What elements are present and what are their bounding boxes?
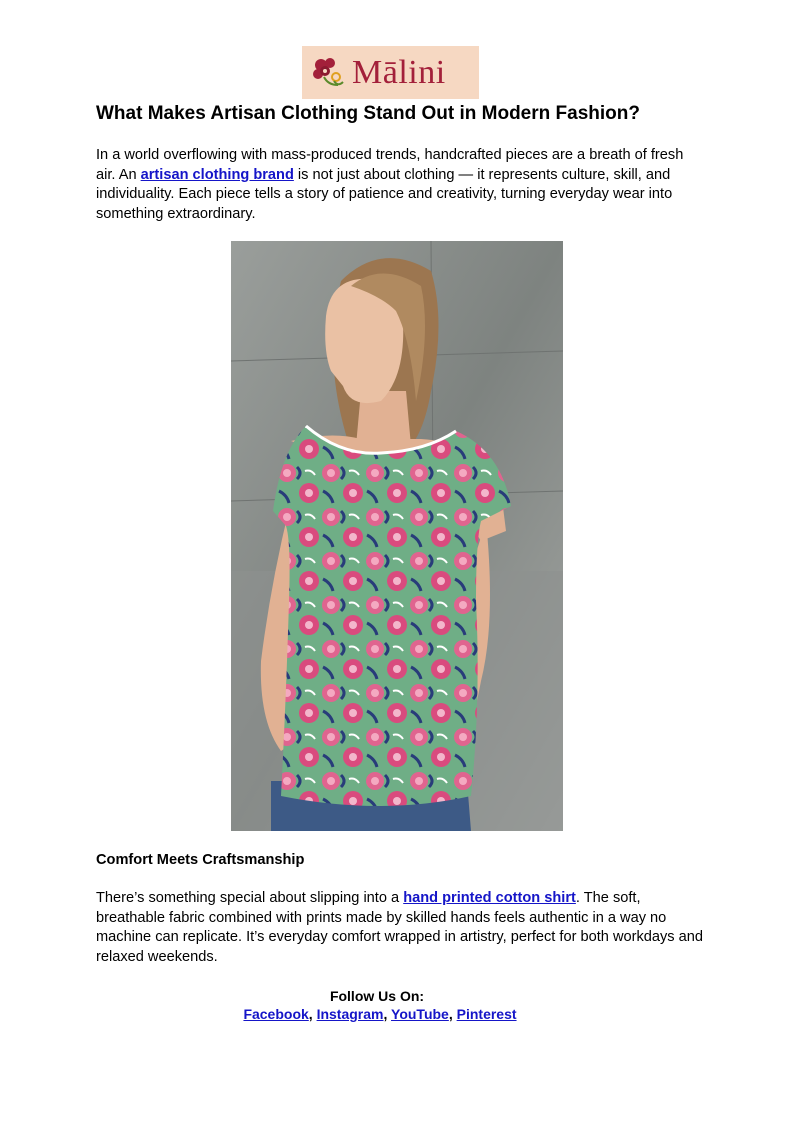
pinterest-link[interactable]: Pinterest bbox=[456, 1006, 517, 1022]
link-separator: , bbox=[448, 1006, 457, 1022]
brand-name: Mālini bbox=[352, 53, 446, 91]
youtube-link[interactable]: YouTube bbox=[391, 1006, 449, 1022]
social-links bbox=[0, 1005, 760, 1024]
section-text-after: . The soft, breathable fabric combined with prints made by skilled hands feels authentic in a way no machine can replicate. It’s everyday comfort wrapped in artistry, perfect for both workdays and relaxed weekends. bbox=[96, 890, 704, 965]
hand-printed-cotton-shirt-link[interactable]: hand printed cotton shirt bbox=[403, 890, 576, 906]
section-text-before: There’s something special about slipping into a bbox=[96, 890, 404, 906]
flower-logo-icon bbox=[310, 55, 346, 91]
follow-us-label: Follow Us On: bbox=[329, 988, 425, 1004]
artisan-clothing-brand-link[interactable]: artisan clothing brand bbox=[140, 166, 294, 183]
link-separator: , bbox=[383, 1006, 392, 1022]
product-photo bbox=[231, 241, 563, 831]
facebook-link[interactable]: Facebook bbox=[243, 1006, 309, 1022]
section-heading: Comfort Meets Craftsmanship bbox=[96, 852, 305, 868]
intro-text-after: is not just about clothing — it represents culture, skill, and individuality. Each piece tells a story of patience and creativity, turning everyday wear into something extraordinary. bbox=[96, 166, 673, 222]
model-wearing-floral-top-image bbox=[231, 241, 563, 831]
brand-logo[interactable] bbox=[302, 46, 479, 99]
article-title: What Makes Artisan Clothing Stand Out in Modern Fashion? bbox=[96, 103, 640, 124]
instagram-link[interactable]: Instagram bbox=[316, 1006, 384, 1022]
intro-paragraph bbox=[96, 146, 706, 224]
link-separator: , bbox=[308, 1006, 317, 1022]
intro-text-before: In a world overflowing with mass-produced trends, handcrafted pieces are a breath of fresh air. An bbox=[96, 147, 684, 183]
section-paragraph bbox=[96, 889, 706, 967]
